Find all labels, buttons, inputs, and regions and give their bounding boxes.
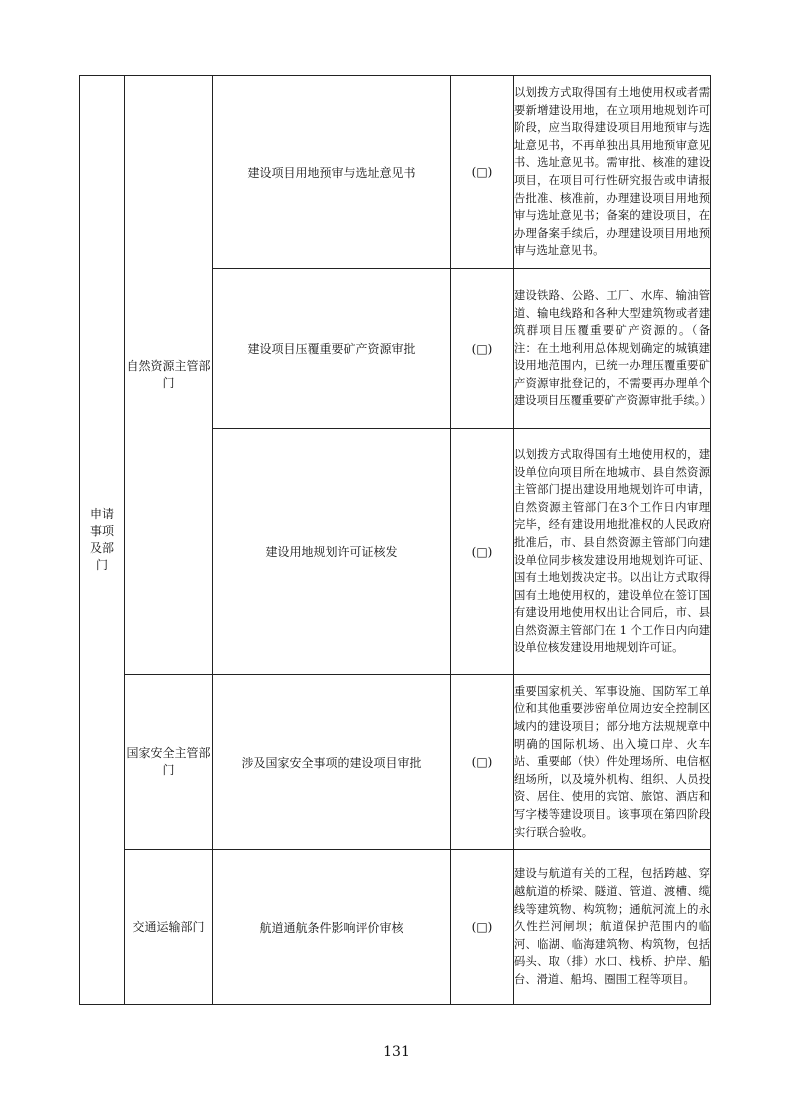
- department-label: 自然资源主管部门: [126, 359, 211, 390]
- requirements-table: [79, 75, 711, 1005]
- item-cell: [213, 675, 451, 850]
- table-row: [80, 76, 711, 269]
- checkbox-mark: (□): [471, 755, 493, 769]
- checkbox-mark: (□): [471, 341, 493, 356]
- checkbox-mark: (□): [471, 165, 493, 179]
- note-cell: [514, 429, 711, 675]
- department-cell: [125, 675, 213, 850]
- table-row: [80, 850, 711, 1005]
- checkbox-mark: (□): [471, 544, 493, 559]
- note-text: 以划拨方式取得国有土地使用权或者需要新增建设用地，在立项用地规划许可阶段，应当取得建设项目用地预审与选址意见书，不再单独出具用地预审意见书、选址意见书。需审批、核准的建设项目，在项目可行性研究报告或申请报告批准、核准前，办理建设项目用地预审与选址意见书；备案的建设项目，在办理备案手续后，办理建设项目用地预审与选址意见书。: [514, 86, 710, 258]
- note-text: 建设与航道有关的工程，包括跨越、穿越航道的桥梁、隧道、管道、渡槽、缆线等建筑物、构筑物；通航河流上的永久性拦河闸坝；航道保护范围内的临河、临湖、临海建筑物、构筑物，包括码头、取（排）水口、栈桥、护岸、船台、滑道、船坞、圈围工程等项目。: [514, 867, 710, 986]
- item-cell: [213, 76, 451, 269]
- item-name: 涉及国家安全事项的建设项目审批: [241, 755, 422, 770]
- category-cell: [80, 76, 125, 1005]
- note-cell: [514, 269, 711, 429]
- note-text: 重要国家机关、军事设施、国防军工单位和其他重要涉密单位周边安全控制区域内的建设项目；部分地方法规规章中明确的国际机场、出入境口岸、火车站、重要邮（快）件处理场所、电信枢纽场所，以及境外机构、组织、人员投资、居住、使用的宾馆、旅馆、酒店和写字楼等建设项目。该事项在第四阶段实行联合验收。: [514, 684, 710, 839]
- page-number: 131: [383, 1044, 410, 1060]
- item-name: 建设用地规划许可证核发: [265, 545, 398, 559]
- note-cell: [514, 850, 711, 1005]
- mark-cell: [451, 850, 514, 1005]
- department-cell: [125, 850, 213, 1005]
- note-cell: [514, 675, 711, 850]
- item-name: 建设项目用地预审与选址意见书: [247, 165, 416, 180]
- table-row: [80, 675, 711, 850]
- department-cell: [125, 76, 213, 675]
- mark-cell: [451, 429, 514, 675]
- item-name: 建设项目压覆重要矿产资源审批: [247, 342, 416, 356]
- checkbox-mark: (□): [471, 920, 493, 934]
- item-cell: [213, 429, 451, 675]
- department-label: 国家安全主管部门: [126, 746, 211, 777]
- mark-cell: [451, 675, 514, 850]
- item-cell: [213, 850, 451, 1005]
- note-cell: [514, 76, 711, 269]
- note-text: 以划拨方式取得国有土地使用权的，建设单位向项目所在地城市、县自然资源主管部门提出建设用地规划许可申请，自然资源主管部门在3个工作日内审理完毕，经有建设用地批准权的人民政府批准后，市、县自然资源主管部门向建设单位同步核发建设用地规划许可证、国有土地划拨决定书。以出让方式取得国有土地使用权的，建设单位在签订国有建设用地使用权出让合同后，市、县自然资源主管部门在 1 个工作日内向建设单位核发建设用地规划许可证。: [514, 447, 710, 655]
- mark-cell: [451, 76, 514, 269]
- department-label: 交通运输部门: [132, 919, 205, 934]
- item-name: 航道通航条件影响评价审核: [259, 920, 404, 935]
- note-text: 建设铁路、公路、工厂、水库、输油管道、输电线路和各种大型建筑物或者建筑群项目压覆重要矿产资源的。（备注：在土地利用总体规划确定的城镇建设用地范围内，已统一办理压覆重要矿产资源审批登记的，不需要再办理单个建设项目压覆重要矿产资源审批手续。）: [514, 288, 712, 408]
- mark-cell: [451, 269, 514, 429]
- category-label: 申请事项及部门: [89, 507, 114, 572]
- item-cell: [213, 269, 451, 429]
